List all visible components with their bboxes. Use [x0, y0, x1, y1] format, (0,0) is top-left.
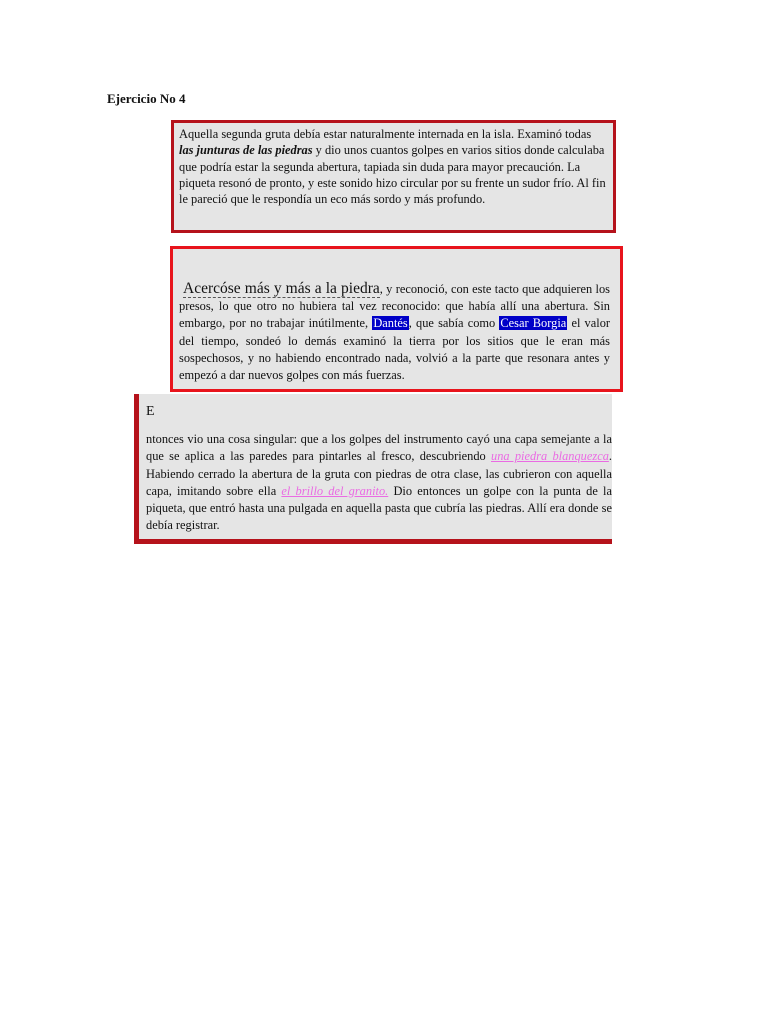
paragraph-3-text-2: . Habiendo cerrado la abertura de la gruta con piedras de otra clase, las cubrieron con aquella capa, imitando sobre ella — [146, 449, 612, 498]
paragraph-box-2 — [170, 246, 623, 392]
link-piedra-blanquezca[interactable]: una piedra blanquezca — [491, 449, 609, 464]
highlight-dantes: Dantés — [373, 316, 408, 331]
paragraph-3 — [146, 431, 612, 535]
paragraph-1-text-after: y dio unos cuantos golpes en varios sitios donde calculaba que podría estar la segunda abertura, tapiada sin duda para mayor precaución. La piqueta resonó de pronto, y este sonido hizo circular por su frente un sudor frío. Al fin le pareció que le respondía un eco más sordo y más profundo. — [179, 143, 606, 207]
paragraph-1 — [179, 126, 608, 207]
paragraph-box-3 — [134, 394, 612, 544]
paragraph-2-text-3: el valor del tiempo, sondeó lo demás examinó la tierra por los sitios que le eran más sospechosos, y no habiendo encontrado nada, volvió a la parte que resonara antes y empezó a dar nuevos golpes con más fuerzas. — [179, 316, 611, 383]
exercise-heading: Ejercicio No 4 — [107, 91, 186, 106]
paragraph-2 — [179, 280, 610, 384]
paragraph-3-text-3: Dio entonces un golpe con la punta de la piqueta, que entró hasta una pulgada en aquella pasta que cubría las piedras. Allí era donde se debía registrar. — [146, 483, 612, 533]
paragraph-box-1 — [171, 120, 616, 233]
paragraph-1-emphasis: las junturas de las piedras — [179, 143, 313, 158]
highlight-cesar-borgia: Cesar Borgia — [500, 316, 567, 331]
paragraph-2-text-2: , que sabía como — [408, 316, 500, 331]
dropcap-letter: E — [146, 404, 155, 419]
paragraph-2-lead: Acercóse más y más a la piedra — [183, 280, 380, 297]
paragraph-3-text-1: ntonces vio una cosa singular: que a los golpes del instrumento cayó una capa semejante a la que se aplica a las paredes para pintarles al fresco, descubriendo — [146, 432, 612, 464]
link-brillo-del-granito[interactable]: el brillo del granito. — [281, 483, 389, 498]
paragraph-2-text-1: , y reconoció, con este tacto que adquieren los presos, lo que otro no hubiera tal vez reconocido: que había allí una abertura. Sin embargo, por no trabajar inútilmente, — [179, 282, 611, 331]
paragraph-1-text-before: Aquella segunda gruta debía estar naturalmente internada en la isla. Examinó todas — [179, 127, 592, 141]
